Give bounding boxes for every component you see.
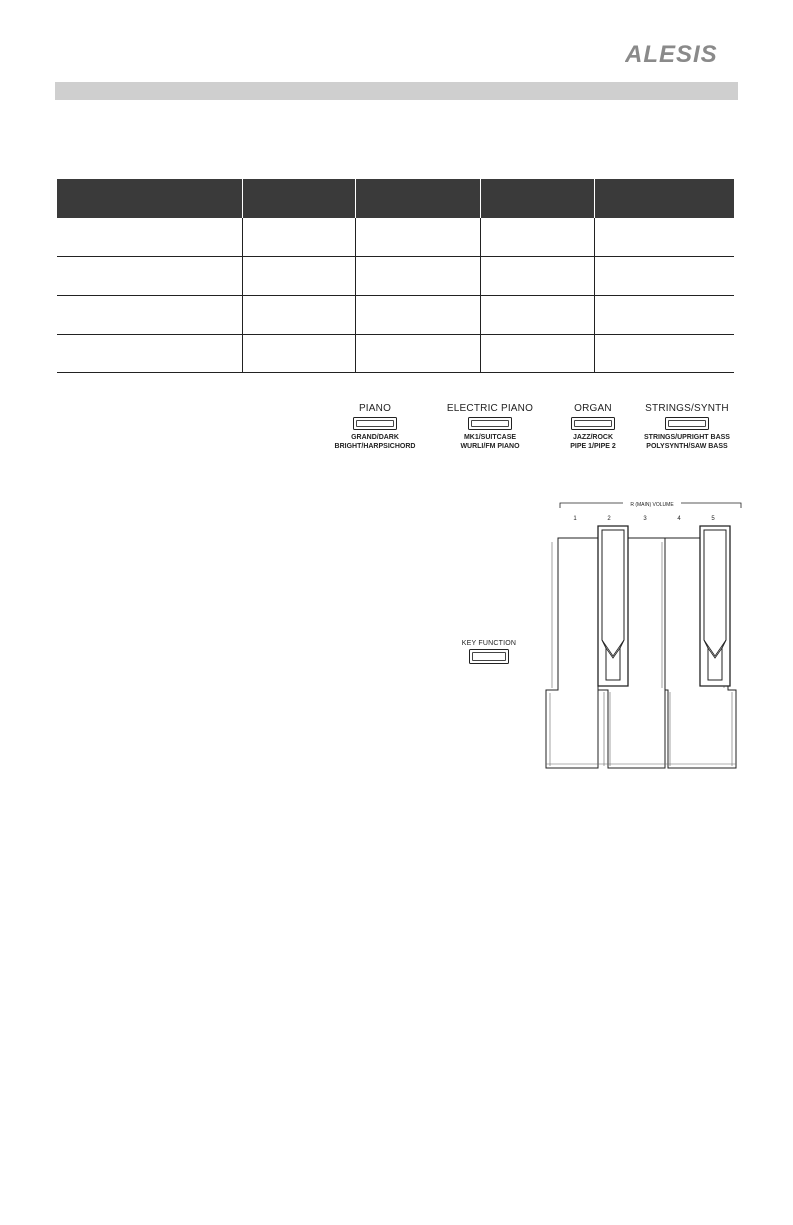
voice-table: [57, 179, 734, 373]
voice-label-strings-synth: STRINGS/SYNTH: [645, 403, 729, 414]
voice-group-electric-piano: [442, 403, 538, 451]
table-cell: [480, 218, 594, 257]
table-cell: [242, 335, 355, 373]
table-row: [57, 296, 734, 335]
table-cell: [480, 335, 594, 373]
table-cell: [355, 218, 480, 257]
alesis-logo: [625, 40, 737, 66]
volume-bracket-label: R (MAIN) VOLUME: [630, 502, 674, 508]
table-cell: [57, 296, 242, 335]
voice-sub-electric-piano-1: MK1/SUITCASE: [463, 434, 517, 441]
voice-label-electric-piano: ELECTRIC PIANO: [446, 403, 534, 414]
voice-group-piano: [330, 403, 420, 451]
table-cell: [57, 257, 242, 296]
table-header-cell: [594, 179, 734, 218]
section-header-bar: [55, 82, 738, 100]
key-number-3: 3: [643, 516, 647, 522]
voice-sub-strings-synth-1: STRINGS/UPRIGHT BASS: [644, 434, 730, 441]
black-key-left[interactable]: [598, 526, 628, 686]
table-cell: [355, 296, 480, 335]
white-key-1[interactable]: [546, 538, 598, 768]
alesis-logo-text: ALESIS: [625, 41, 718, 66]
table-cell: [480, 257, 594, 296]
voice-label-organ: ORGAN: [574, 403, 612, 414]
voice-sub-strings-synth-2: POLYSYNTH/SAW BASS: [646, 443, 728, 450]
table-cell: [57, 335, 242, 373]
table-row: [57, 257, 734, 296]
table-header-row: [57, 179, 734, 218]
table-row: [57, 335, 734, 373]
key-function-group: [458, 640, 520, 667]
voice-sub-piano-2: BRIGHT/HARPSICHORD: [334, 443, 416, 450]
table-cell: [57, 218, 242, 257]
table-row: [57, 218, 734, 257]
table-header-cell: [242, 179, 355, 218]
key-function-label: KEY FUNCTION: [461, 640, 517, 647]
table-cell: [594, 335, 734, 373]
key-function-button[interactable]: [469, 649, 509, 664]
voice-sub-organ-2: PIPE 1/PIPE 2: [570, 443, 616, 450]
table-cell: [594, 218, 734, 257]
table-cell: [242, 257, 355, 296]
table-header-cell: [57, 179, 242, 218]
key-number-2: 2: [607, 516, 611, 522]
table-cell: [242, 296, 355, 335]
voice-sub-electric-piano-2: WURLI/FM PIANO: [460, 443, 520, 450]
table-cell: [480, 296, 594, 335]
voice-group-organ: [553, 403, 633, 451]
organ-button[interactable]: [571, 417, 615, 430]
key-number-5: 5: [711, 516, 715, 522]
table-cell: [355, 335, 480, 373]
table-header-cell: [480, 179, 594, 218]
table-cell: [594, 296, 734, 335]
voice-sub-organ-1: JAZZ/ROCK: [572, 434, 614, 441]
electric-piano-button[interactable]: [468, 417, 512, 430]
voice-label-piano: PIANO: [358, 403, 392, 414]
strings-synth-button[interactable]: [665, 417, 709, 430]
black-key-right[interactable]: [700, 526, 730, 686]
keyboard-illustration: [538, 500, 745, 772]
voice-sub-piano-1: GRAND/DARK: [351, 434, 399, 441]
table-cell: [355, 257, 480, 296]
table-cell: [242, 218, 355, 257]
table-header-cell: [355, 179, 480, 218]
key-number-4: 4: [677, 516, 681, 522]
voice-group-strings-synth: [642, 403, 732, 451]
key-number-1: 1: [573, 516, 577, 522]
piano-button[interactable]: [353, 417, 397, 430]
table-cell: [594, 257, 734, 296]
